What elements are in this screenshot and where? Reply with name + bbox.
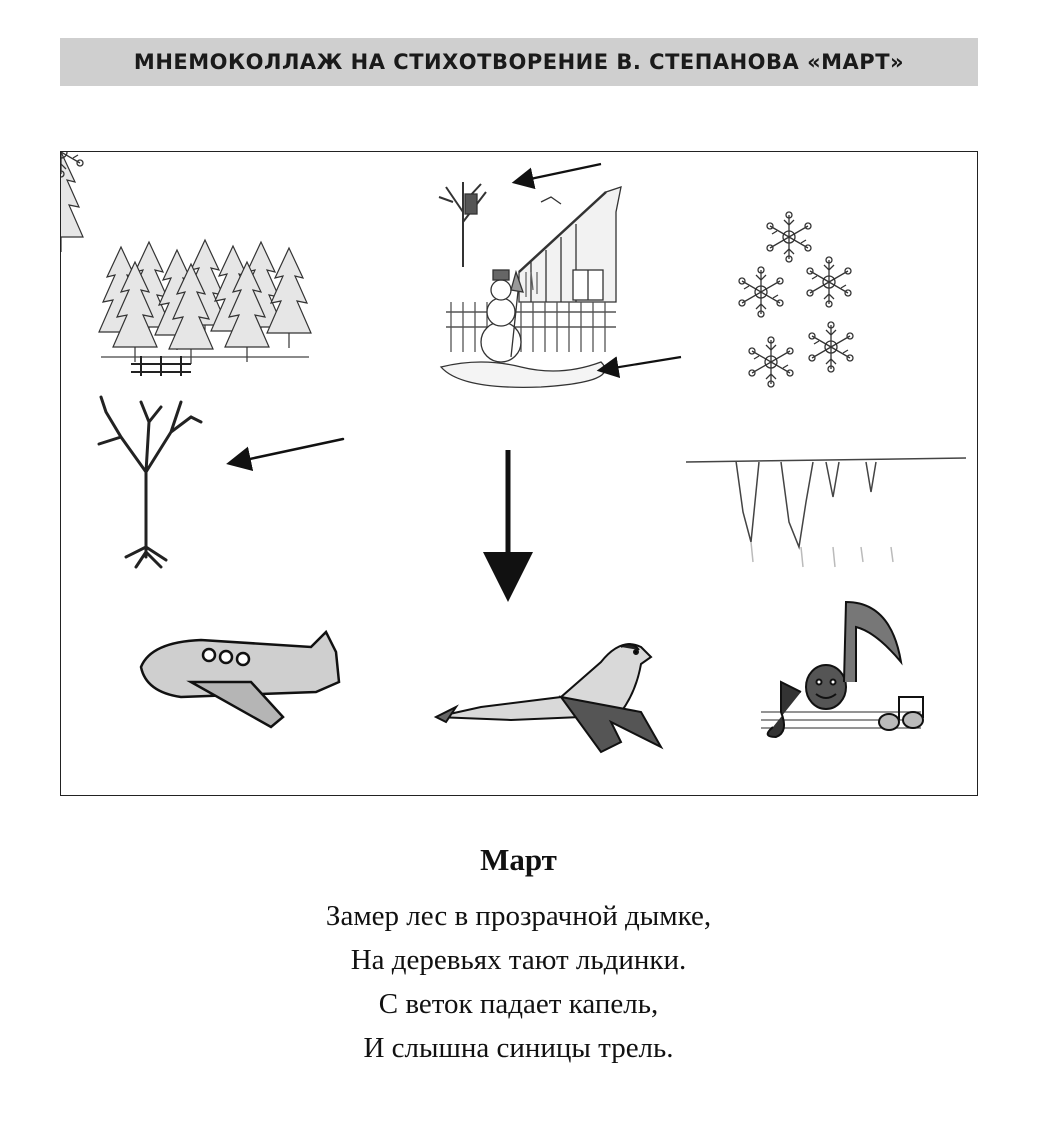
poem-title: Март — [480, 842, 557, 877]
forest-drawing — [61, 152, 311, 376]
airplane-drawing — [141, 632, 339, 727]
poem-line: На деревьях тают льдинки. — [350, 944, 687, 976]
poem-line: И слышна синицы трель. — [363, 1032, 674, 1064]
village-house-snowman-drawing — [439, 164, 681, 387]
poem-line: С веток падает капель, — [378, 988, 659, 1020]
poem-line: Замер лес в прозрачной дымке, — [325, 900, 712, 932]
mnemo-collage — [60, 151, 978, 796]
collage-drawings — [61, 152, 979, 797]
icicles-drawing — [686, 458, 966, 567]
poem — [0, 842, 1037, 1070]
header-bar — [60, 38, 978, 86]
music-notes-drawing — [761, 602, 923, 737]
bare-tree-drawing — [99, 397, 343, 567]
header-title: МНЕМОКОЛЛАЖ НА СТИХОТВОРЕНИЕ В. СТЕПАНОВА «МАРТ» — [133, 50, 905, 74]
bird-drawing — [436, 644, 661, 752]
